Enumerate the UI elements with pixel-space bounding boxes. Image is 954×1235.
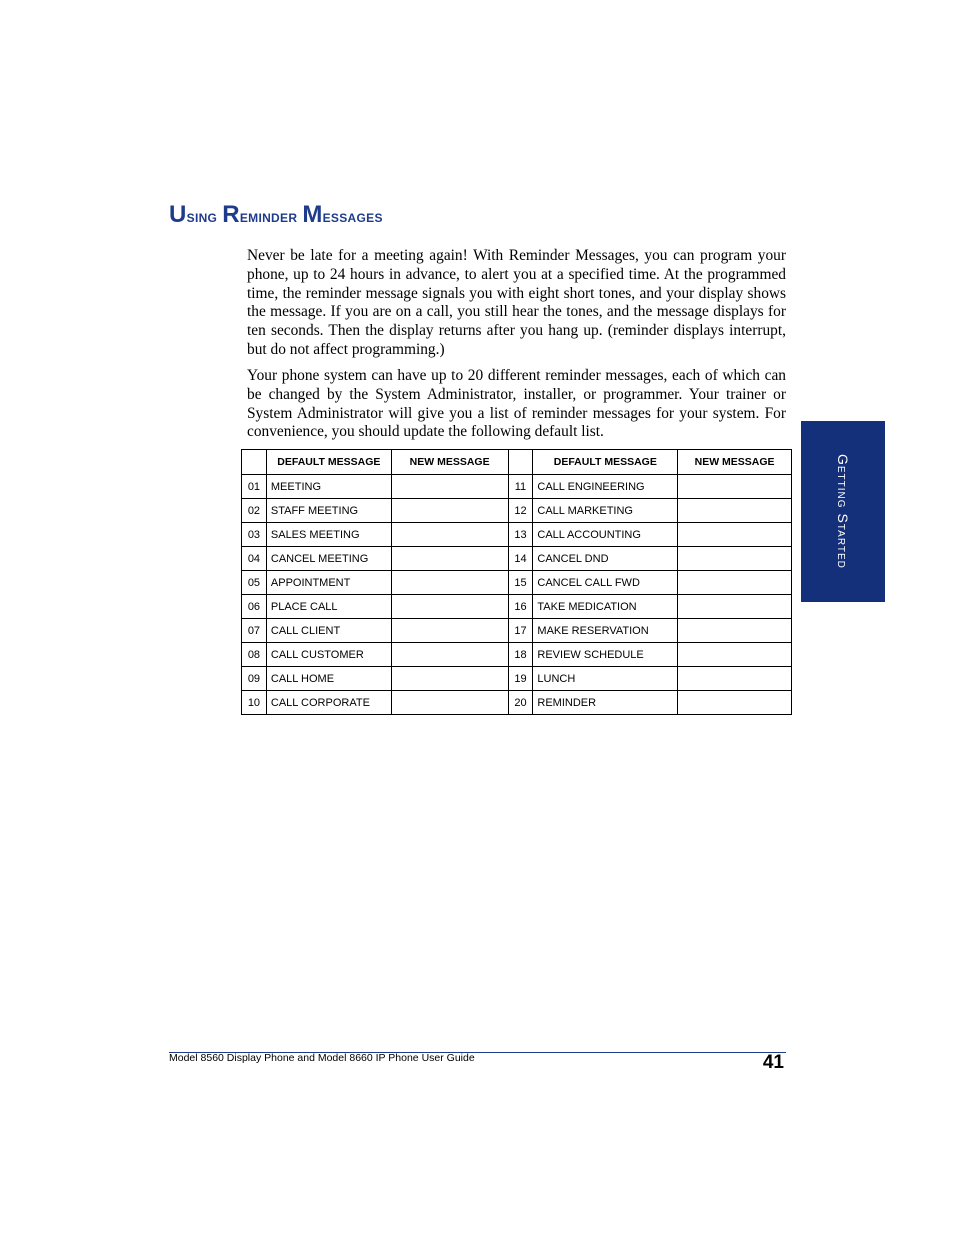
row-number: 17 [508, 619, 533, 643]
page-number: 41 [762, 1052, 784, 1073]
default-message-cell: APPOINTMENT [266, 571, 391, 595]
header-number-cell [242, 450, 267, 475]
instructions-paragraph: Your phone system can have up to 20 different reminder messages, each of which can be changed by the System Administrator, installer, or programmer. Your trainer or System Administrator will give you a list of reminder messages for your system. For convenience, you should update the following default list. [247, 367, 786, 441]
table-row [242, 499, 792, 523]
heading-rest: eminder [239, 207, 298, 226]
header-number-cell [508, 450, 533, 475]
new-message-cell [391, 523, 508, 547]
new-message-cell [391, 547, 508, 571]
heading-rest: essages [322, 207, 383, 226]
row-number: 13 [508, 523, 533, 547]
footer-title: Model 8560 Display Phone and Model 8660 IP Phone User Guide [169, 1052, 475, 1064]
header-default-message: DEFAULT MESSAGE [533, 450, 678, 475]
table-row [242, 523, 792, 547]
default-message-cell: TAKE MEDICATION [533, 595, 678, 619]
row-number: 08 [242, 643, 267, 667]
heading-initial: R [222, 201, 240, 228]
new-message-cell [678, 691, 792, 715]
table-row [242, 691, 792, 715]
default-message-cell: PLACE CALL [266, 595, 391, 619]
default-message-cell: LUNCH [533, 667, 678, 691]
table-header-row [242, 450, 792, 475]
new-message-cell [678, 643, 792, 667]
new-message-cell [391, 571, 508, 595]
new-message-cell [678, 499, 792, 523]
side-tab-label: Getting Started [835, 454, 851, 569]
default-message-cell: MEETING [266, 475, 391, 499]
intro-paragraph: Never be late for a meeting again! With Reminder Messages, you can program your phone, up to 24 hours in advance, to alert you at a specified time. At the programmed time, the reminder message signals you with eight short tones, and your display shows the message. If you are on a call, you still hear the tones, and the message displays for ten seconds. Then the display returns after you hang up. (reminder displays interrupt, but do not affect programming.) [247, 247, 786, 358]
default-message-cell: SALES MEETING [266, 523, 391, 547]
default-message-cell: CALL CUSTOMER [266, 643, 391, 667]
row-number: 07 [242, 619, 267, 643]
table-row [242, 667, 792, 691]
table-row [242, 595, 792, 619]
new-message-cell [678, 571, 792, 595]
default-message-cell: CALL CORPORATE [266, 691, 391, 715]
default-message-cell: CALL ACCOUNTING [533, 523, 678, 547]
row-number: 01 [242, 475, 267, 499]
row-number: 12 [508, 499, 533, 523]
header-new-message: NEW MESSAGE [678, 450, 792, 475]
row-number: 04 [242, 547, 267, 571]
default-message-cell: REVIEW SCHEDULE [533, 643, 678, 667]
new-message-cell [391, 667, 508, 691]
new-message-cell [678, 547, 792, 571]
row-number: 06 [242, 595, 267, 619]
table-row [242, 475, 792, 499]
row-number: 10 [242, 691, 267, 715]
new-message-cell [678, 475, 792, 499]
default-message-cell: CALL CLIENT [266, 619, 391, 643]
new-message-cell [678, 595, 792, 619]
new-message-cell [391, 619, 508, 643]
row-number: 11 [508, 475, 533, 499]
row-number: 14 [508, 547, 533, 571]
table-row [242, 571, 792, 595]
heading-initial: U [169, 201, 187, 228]
new-message-cell [391, 475, 508, 499]
header-new-message: NEW MESSAGE [391, 450, 508, 475]
default-message-cell: CANCEL CALL FWD [533, 571, 678, 595]
header-default-message: DEFAULT MESSAGE [266, 450, 391, 475]
row-number: 02 [242, 499, 267, 523]
table-row [242, 643, 792, 667]
heading-initial: M [302, 201, 323, 228]
row-number: 16 [508, 595, 533, 619]
table-row [242, 619, 792, 643]
default-message-cell: CANCEL MEETING [266, 547, 391, 571]
default-message-cell: CANCEL DND [533, 547, 678, 571]
default-message-cell: CALL ENGINEERING [533, 475, 678, 499]
row-number: 18 [508, 643, 533, 667]
default-message-cell: REMINDER [533, 691, 678, 715]
row-number: 09 [242, 667, 267, 691]
reminder-messages-table [241, 449, 792, 715]
row-number: 15 [508, 571, 533, 595]
new-message-cell [391, 499, 508, 523]
row-number: 20 [508, 691, 533, 715]
row-number: 05 [242, 571, 267, 595]
table-row [242, 547, 792, 571]
new-message-cell [678, 523, 792, 547]
new-message-cell [391, 691, 508, 715]
default-message-cell: STAFF MEETING [266, 499, 391, 523]
section-heading [169, 203, 383, 227]
row-number: 03 [242, 523, 267, 547]
default-message-cell: CALL HOME [266, 667, 391, 691]
section-side-tab [801, 421, 885, 602]
new-message-cell [391, 595, 508, 619]
new-message-cell [391, 643, 508, 667]
new-message-cell [678, 619, 792, 643]
new-message-cell [678, 667, 792, 691]
row-number: 19 [508, 667, 533, 691]
default-message-cell: MAKE RESERVATION [533, 619, 678, 643]
heading-rest: sing [186, 207, 218, 226]
default-message-cell: CALL MARKETING [533, 499, 678, 523]
